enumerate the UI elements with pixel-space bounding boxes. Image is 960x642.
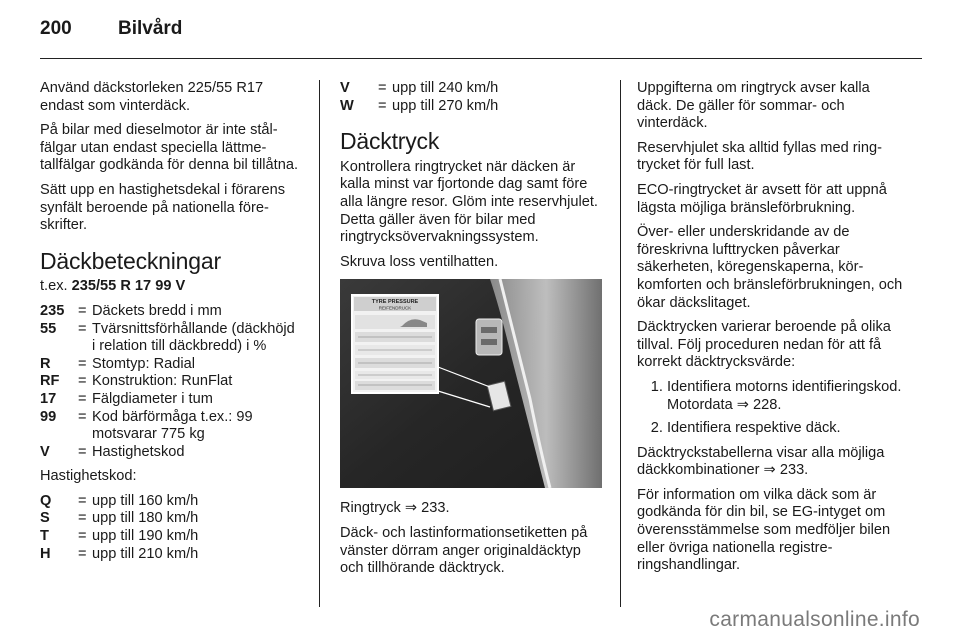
speed-row: Q = upp till 160 km/h (40, 492, 199, 509)
paragraph: Över- eller underskridande av de föreskrivna lufttrycken påverkar säkerheten, köregenskaperna, körkomforten och bränsleförbrukningen, och ökar däckslitaget. (637, 224, 903, 311)
paragraph: Däcktryckstabellerna visar alla möjliga däckkombinationer ⇒ 233. (637, 444, 885, 479)
paragraph: Ringtryck ⇒ 233. (340, 500, 450, 517)
paragraph: Kontrollera ringtrycket när däcken är kalla minst var fjortonde dag samt före alla längre resor. Glöm inte reservhjulet. Detta gäller även för bilar med ringtrycksövervakningssystem. (340, 158, 598, 246)
definition-row: RF = Konstruktion: RunFlat (40, 373, 233, 390)
speed-row: W = upp till 270 km/h (340, 97, 499, 114)
paragraph: ECO-ringtrycket är avsett för att uppnå lägsta möjliga bränsleförbrukning. (637, 181, 887, 216)
door-frame-illustration (340, 279, 602, 488)
paragraph: Uppgifterna om ringtryck avser kalla däck. De gäller för sommar- och vinterdäck. (637, 80, 870, 132)
paragraph: Använd däckstorleken 225/55 R17 endast som vinterdäck. (40, 80, 264, 114)
speed-row: H = upp till 210 km/h (40, 545, 199, 562)
procedure-step: 2. Identifiera respektive däck. (667, 420, 905, 438)
column-1 (40, 80, 302, 563)
definition-row: 99 = Kod bärförmåga t.ex.: 99 motsvarar 775 kg (40, 408, 253, 443)
column-3 (637, 80, 905, 582)
header-rule (40, 58, 922, 59)
page-header (40, 18, 182, 40)
designation-list (40, 303, 302, 461)
page-number: 200 (40, 18, 72, 39)
speed-row: V = upp till 240 km/h (340, 80, 499, 96)
paragraph: Sätt upp en hastighetsdekal i förarens synfält beroende på nationella föreskrifter. (40, 181, 286, 234)
paragraph: Reservhjulet ska alltid fyllas med ringtrycket för full last. (637, 139, 882, 174)
paragraph: För information om vilka däck som är godkända för din bil, se EG-intyget om överensstämmelse som medföljer bilen eller övriga nationella registreringshandlingar. (637, 486, 891, 574)
column-divider (620, 80, 621, 607)
definition-row: 55 = Tvärsnittsförhållande (däckhöjd i relation till däckbredd) i % (40, 320, 295, 355)
tire-pressure-label-photo (340, 279, 602, 488)
tire-pressure-label-icon (352, 295, 438, 393)
paragraph: Skruva loss ventilhatten. (340, 253, 499, 270)
paragraph: Däck- och lastinformationsetiketten på vänster dörram anger originaldäcktyp och tillhörande däcktryck. (340, 524, 588, 577)
example-line: t.ex. 235/55 R 17 99 V (40, 278, 186, 295)
definition-row: 235 = Däckets bredd i mm (40, 302, 222, 319)
definition-row: 17 = Fälgdiameter i tum (40, 390, 213, 407)
column-2 (340, 80, 602, 585)
definition-row: V = Hastighetskod (40, 443, 185, 460)
page-title: Bilvård (118, 18, 183, 39)
watermark: carmanualsonline.info (709, 608, 920, 631)
speed-row: S = upp till 180 km/h (40, 510, 199, 527)
label-title: TYRE PRESSURE (371, 299, 419, 306)
speed-row: T = upp till 190 km/h (40, 528, 199, 545)
section-heading-tire-pressure: Däcktryck (340, 128, 440, 155)
paragraph: På bilar med dieselmotor är inte stålfälgar utan endast speciella lättmetallfälgar godkända för denna bil tillåtna. (40, 122, 298, 174)
paragraph: Däcktrycken varierar beroende på olika tillval. Följ proceduren nedan för att få korrekt däcktrycksvärde: (637, 319, 891, 371)
speed-code-label: Hastighetskod: (40, 468, 137, 485)
label-subtitle: REIFENDRUCK (378, 305, 412, 311)
speed-code-list (40, 493, 302, 563)
section-heading-tire-designations: Däckbeteckningar (40, 247, 221, 274)
procedure-step: 1. Identifiera motorns identifieringskod. Motordata ⇒ 228. (667, 379, 905, 414)
column-divider (319, 80, 320, 607)
definition-row: R = Stomtyp: Radial (40, 355, 196, 372)
procedure-steps (637, 379, 905, 438)
example-code: 235/55 R 17 99 V (71, 278, 186, 295)
